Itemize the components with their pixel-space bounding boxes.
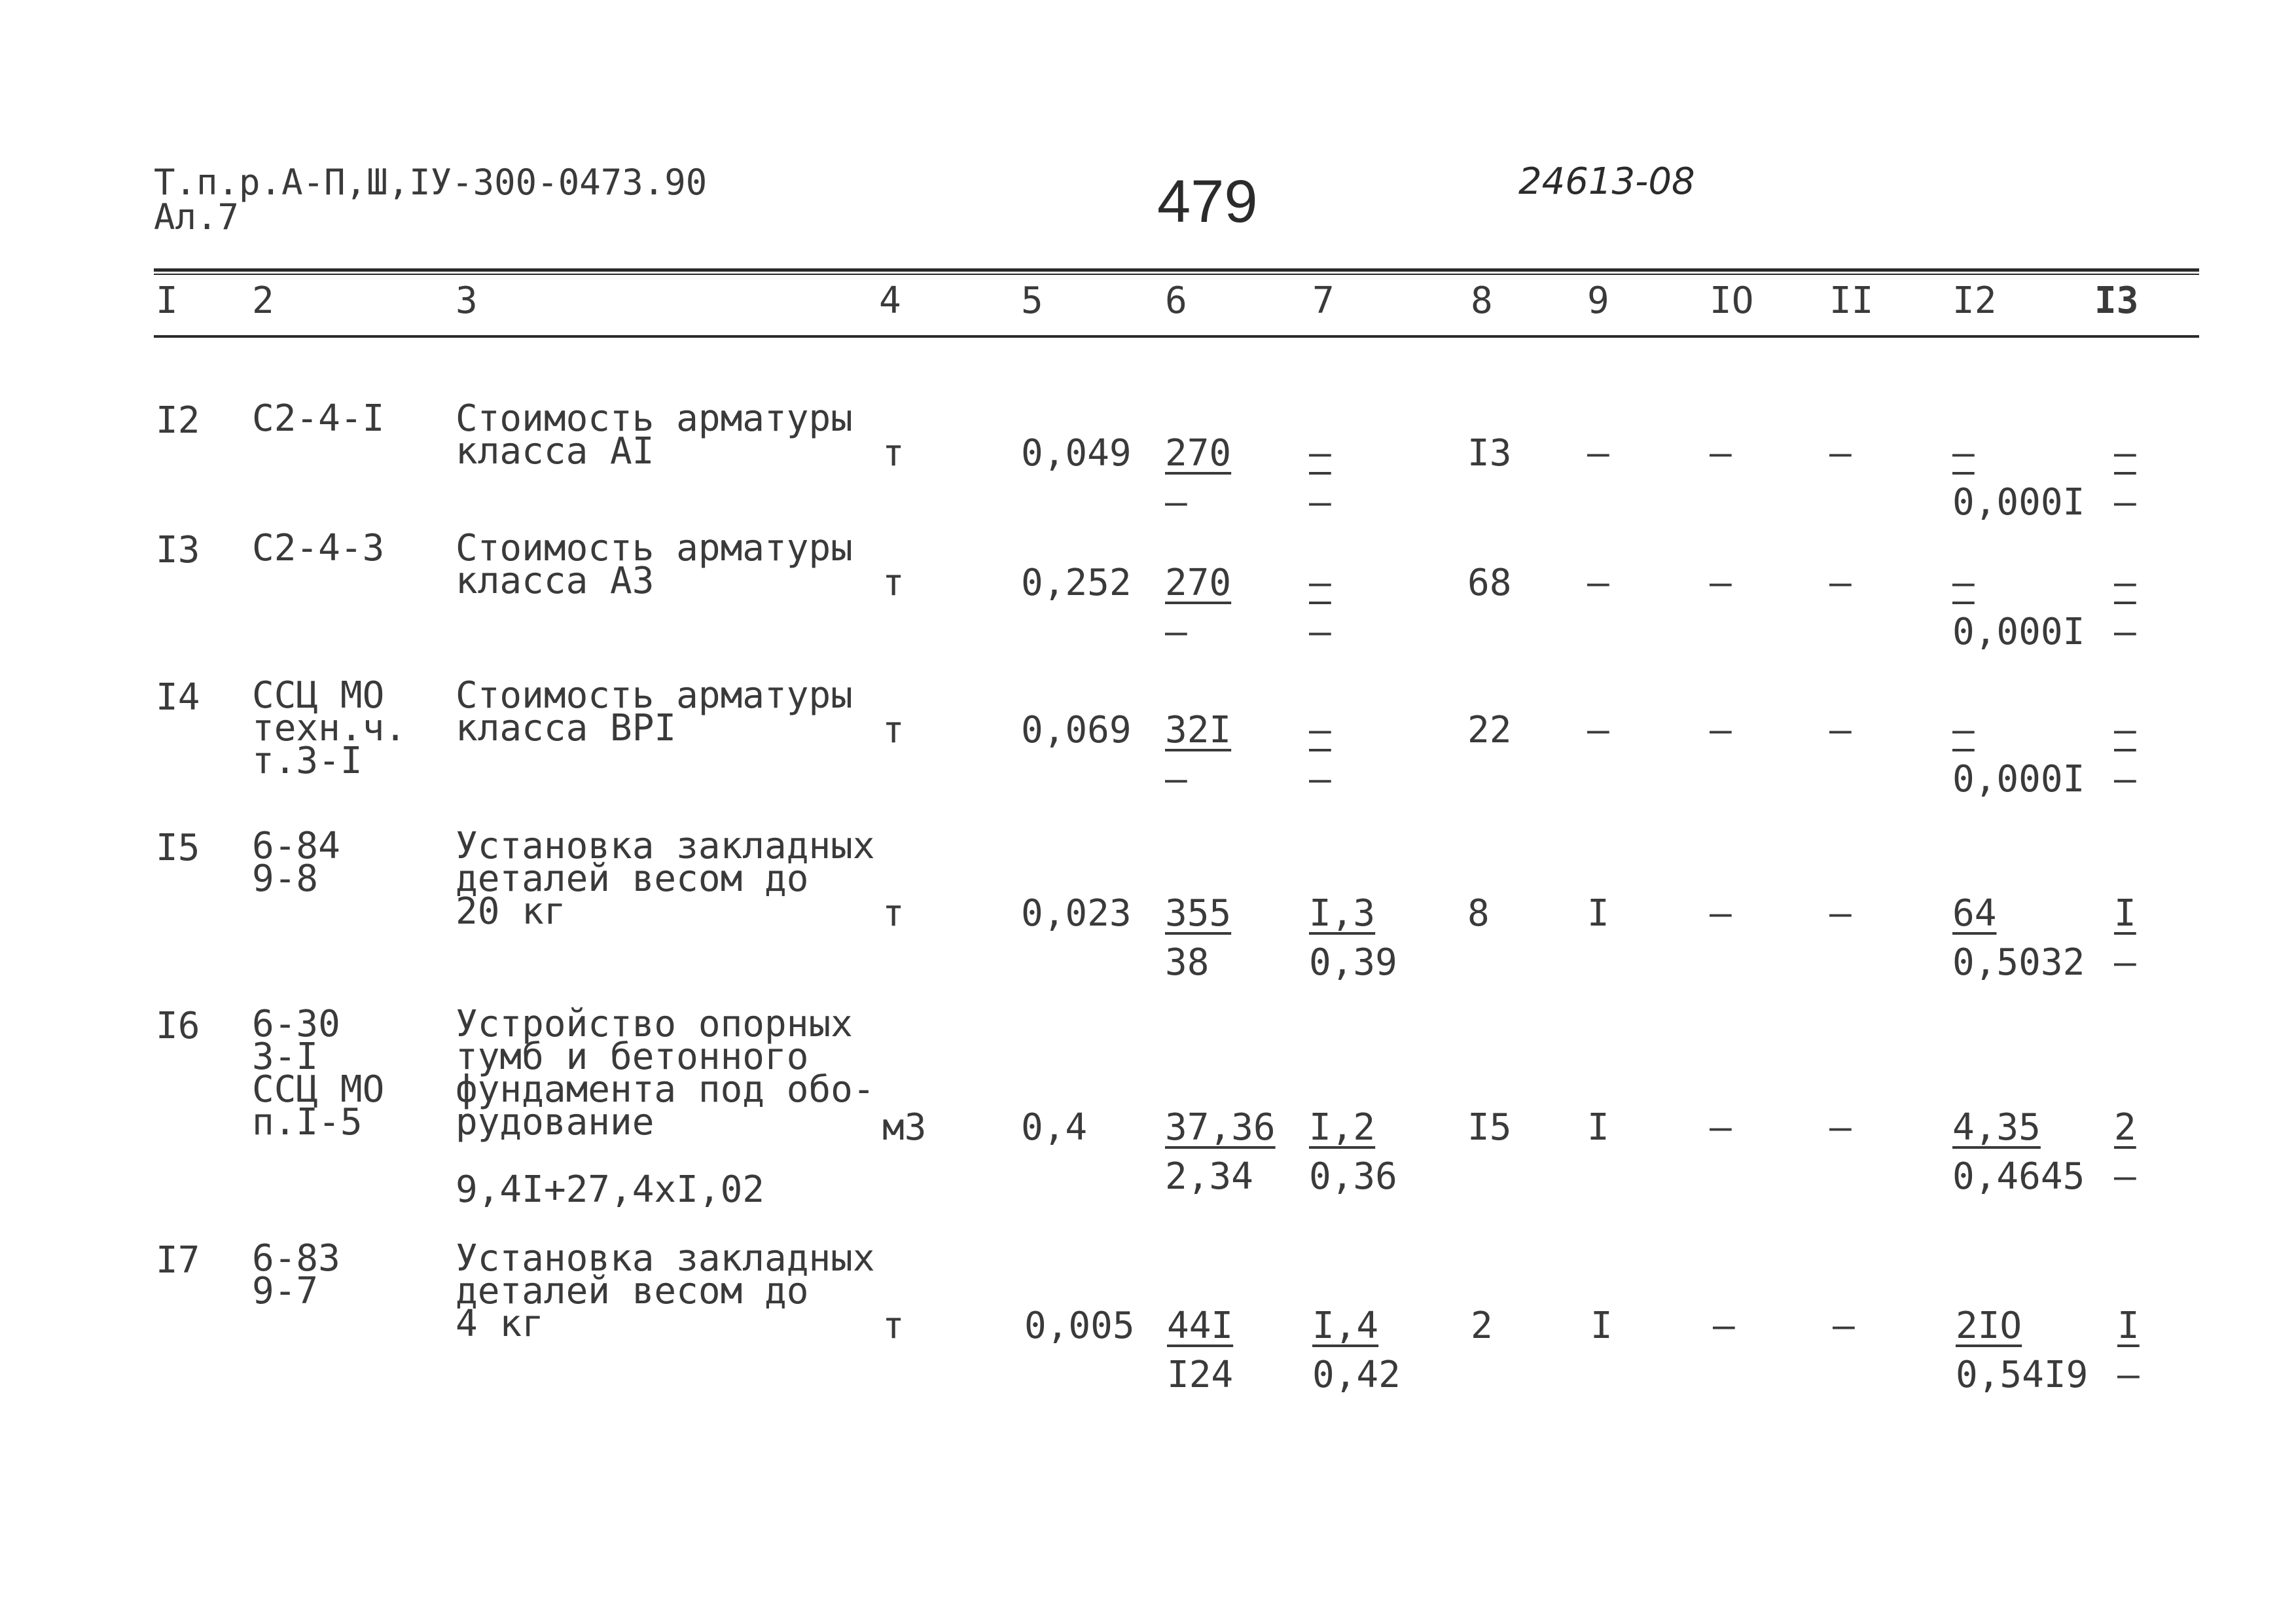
work-description: Установка закладных деталей весом до 4 кг [456,1237,875,1345]
unit: м3 [882,1106,927,1149]
col-header-3: 3 [456,280,478,322]
c8: I3 [1467,432,1512,475]
work-description: Устройство опорных тумб и бетонного фундамента под обо- рудование [456,1003,875,1144]
work-description: Стоимость арматуры класса ВРI [456,674,853,749]
work-description: Стоимость арматуры класса А3 [456,527,853,602]
c13-bottom: – [2114,611,2136,653]
unit: т [882,709,905,751]
c6-top: 32I [1165,709,1232,751]
c9: – [1587,562,1609,604]
col-header-7: 7 [1312,280,1335,322]
c11: – [1829,562,1852,604]
c7-bottom: – [1309,758,1331,801]
c8: 2 [1471,1305,1493,1347]
c9: I [1587,1106,1609,1149]
c7-top: – [1309,562,1331,604]
c7-top: – [1309,432,1331,475]
col-header-10: IO [1710,280,1754,322]
c9: I [1587,892,1609,935]
unit: т [882,432,905,475]
calculation-note: 9,4I+27,4хI,02 [456,1168,765,1211]
c6-top: 270 [1165,432,1232,475]
c6-top: 37,36 [1165,1106,1276,1149]
norm-code: С2-4-I [252,397,385,440]
c9: I [1590,1305,1613,1347]
c8: 68 [1467,562,1512,604]
c7-bottom: – [1309,611,1331,653]
table-top-rule-thin [154,274,2199,275]
c13-top: – [2114,562,2136,604]
row-number: I2 [156,399,200,442]
norm-code: 6-83 9-7 [252,1237,340,1312]
col-header-11: II [1829,280,1874,322]
c12-top: – [1952,709,1975,751]
table-top-rule [154,268,2199,272]
c12-bottom: 0,5032 [1952,941,2085,984]
c8: I5 [1467,1106,1512,1149]
c7-top: – [1309,709,1331,751]
col-header-9: 9 [1587,280,1609,322]
unit: т [882,892,905,935]
c10: – [1710,1106,1732,1149]
album-number: Ал.7 [154,196,240,238]
quantity: 0,069 [1021,709,1132,751]
c6-bottom: I24 [1167,1354,1234,1396]
c12-bottom: 0,4645 [1952,1155,2085,1198]
work-description: Установка закладных деталей весом до 20 кг [456,825,875,933]
c8: 22 [1467,709,1512,751]
c7-bottom: – [1309,481,1331,524]
c10: – [1710,709,1732,751]
c10: – [1710,892,1732,935]
c12-bottom: 0,54I9 [1956,1354,2089,1396]
header-bottom-rule [154,335,2199,338]
c13-bottom: – [2117,1354,2140,1396]
unit: т [882,562,905,604]
document-code: Т.п.р.А-П,Ш,IУ-300-0473.90 [154,162,708,203]
c12-bottom: 0,000I [1952,481,2085,524]
c6-bottom: – [1165,481,1187,524]
c6-top: 270 [1165,562,1232,604]
quantity: 0,4 [1021,1106,1088,1149]
unit: т [882,1305,905,1347]
c12-top: 64 [1952,892,1997,935]
c10: – [1713,1305,1735,1347]
c13-bottom: – [2114,481,2136,524]
c12-bottom: 0,000I [1952,758,2085,801]
col-header-1: I [156,280,178,322]
col-header-6: 6 [1165,280,1187,322]
row-number: I7 [156,1239,200,1282]
c6-bottom: – [1165,611,1187,653]
c12-top: 4,35 [1952,1106,2041,1149]
norm-code: 6-84 9-8 [252,825,340,900]
c12-top: – [1952,562,1975,604]
c12-top: – [1952,432,1975,475]
c10: – [1710,562,1732,604]
c6-bottom: 38 [1165,941,1210,984]
norm-code: ССЦ МО техн.ч. т.3-I [252,674,407,782]
handwritten-doc-number: 24613-08 [1518,160,1695,203]
quantity: 0,023 [1021,892,1132,935]
c8: 8 [1467,892,1490,935]
c7-bottom: 0,39 [1309,941,1397,984]
row-number: I4 [156,676,200,719]
c11: – [1833,1305,1855,1347]
c13-bottom: – [2114,758,2136,801]
norm-code: С2-4-3 [252,527,385,569]
c13-top: – [2114,709,2136,751]
c13-bottom: – [2114,1155,2136,1198]
quantity: 0,049 [1021,432,1132,475]
c13-bottom: – [2114,941,2136,984]
row-number: I3 [156,529,200,571]
c13-top: 2 [2114,1106,2136,1149]
c11: – [1829,709,1852,751]
c7-bottom: 0,36 [1309,1155,1397,1198]
c11: – [1829,892,1852,935]
col-header-13: I3 [2094,280,2139,322]
page-number: 479 [1157,168,1258,235]
c6-bottom: 2,34 [1165,1155,1253,1198]
c7-bottom: 0,42 [1312,1354,1401,1396]
c7-top: I,4 [1312,1305,1379,1347]
row-number: I5 [156,827,200,869]
col-header-12: I2 [1952,280,1997,322]
col-header-4: 4 [879,280,901,322]
c9: – [1587,709,1609,751]
c13-top: I [2117,1305,2140,1347]
c9: – [1587,432,1609,475]
c11: – [1829,1106,1852,1149]
col-header-2: 2 [252,280,274,322]
c6-top: 44I [1167,1305,1234,1347]
c13-top: I [2114,892,2136,935]
quantity: 0,252 [1021,562,1132,604]
c6-bottom: – [1165,758,1187,801]
c13-top: – [2114,432,2136,475]
col-header-5: 5 [1021,280,1043,322]
c7-top: I,2 [1309,1106,1376,1149]
col-header-8: 8 [1471,280,1493,322]
c10: – [1710,432,1732,475]
c12-bottom: 0,000I [1952,611,2085,653]
c6-top: 355 [1165,892,1232,935]
row-number: I6 [156,1005,200,1047]
norm-code: 6-30 3-I ССЦ МО п.I-5 [252,1003,385,1144]
c12-top: 2IO [1956,1305,2022,1347]
work-description: Стоимость арматуры класса АI [456,397,853,473]
c11: – [1829,432,1852,475]
c7-top: I,3 [1309,892,1376,935]
quantity: 0,005 [1024,1305,1135,1347]
